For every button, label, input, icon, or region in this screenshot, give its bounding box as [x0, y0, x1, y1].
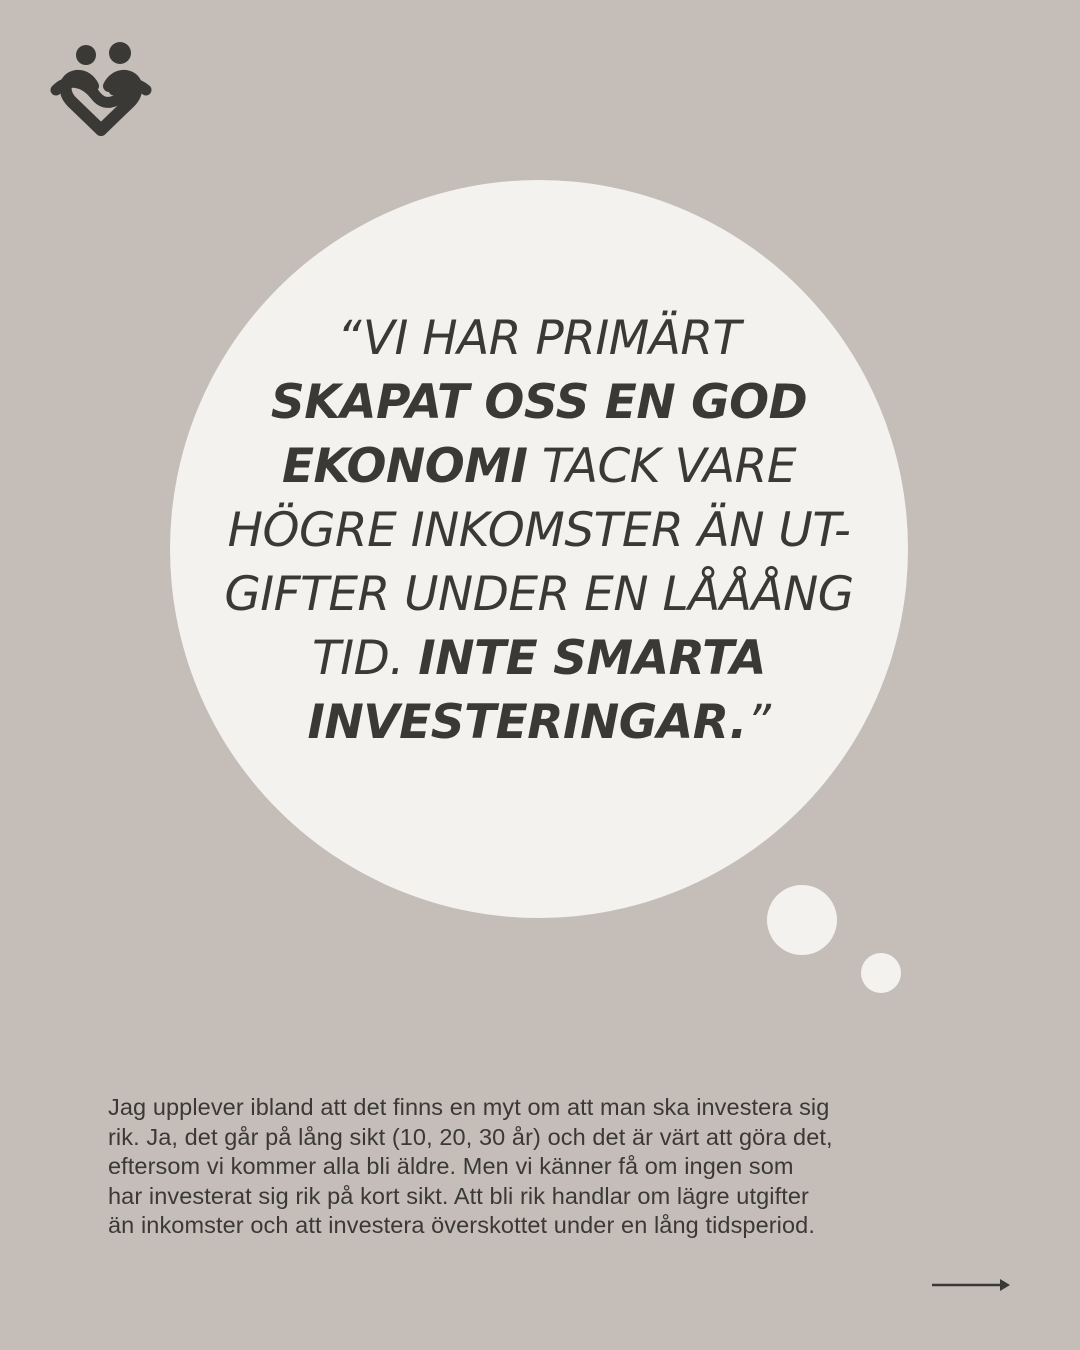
- quote-segment: TACK VARE: [527, 439, 797, 494]
- quote-segment: “VI HAR PRIMÄRT: [337, 311, 741, 366]
- quote-emphasis: INTE SMARTA: [418, 631, 766, 686]
- arrow-right-icon[interactable]: [930, 1275, 1014, 1295]
- quote-emphasis: SKAPAT OSS EN GOD: [270, 375, 808, 430]
- quote-segment: TID.: [312, 631, 419, 686]
- quote-line: [170, 307, 908, 371]
- body-line: rik. Ja, det går på lång sikt (10, 20, 30 år) och det är värt att göra det,: [108, 1123, 833, 1150]
- quote-line: [170, 627, 908, 691]
- quote-segment: ”: [746, 695, 771, 750]
- quote-line: [170, 691, 908, 755]
- quote-line: [170, 499, 908, 563]
- quote-text: [170, 307, 908, 755]
- quote-line: [170, 563, 908, 627]
- quote-emphasis: EKONOMI: [281, 439, 528, 494]
- body-line: än inkomster och att investera överskottet under en lång tidsperiod.: [108, 1212, 815, 1238]
- thought-bubble-dot-large: [767, 885, 837, 955]
- quote-line: [170, 435, 908, 499]
- quote-line: [170, 371, 908, 435]
- body-line: eftersom vi kommer alla bli äldre. Men vi känner få om ingen som: [108, 1153, 794, 1179]
- thought-bubble-dot-small: [861, 953, 901, 993]
- logo-two-people-heart-icon: [50, 42, 152, 138]
- quote-segment: GIFTER UNDER EN LÅÅÅNG: [224, 567, 854, 622]
- body-line: Jag upplever ibland att det finns en myt om att man ska investera sig: [108, 1094, 830, 1120]
- quote-emphasis: INVESTERINGAR.: [307, 695, 747, 750]
- quote-segment: HÖGRE INKOMSTER ÄN UT-: [227, 503, 851, 558]
- body-paragraph: [108, 1093, 988, 1241]
- body-line: har investerat sig rik på kort sikt. Att bli rik handlar om lägre utgifter: [108, 1182, 809, 1209]
